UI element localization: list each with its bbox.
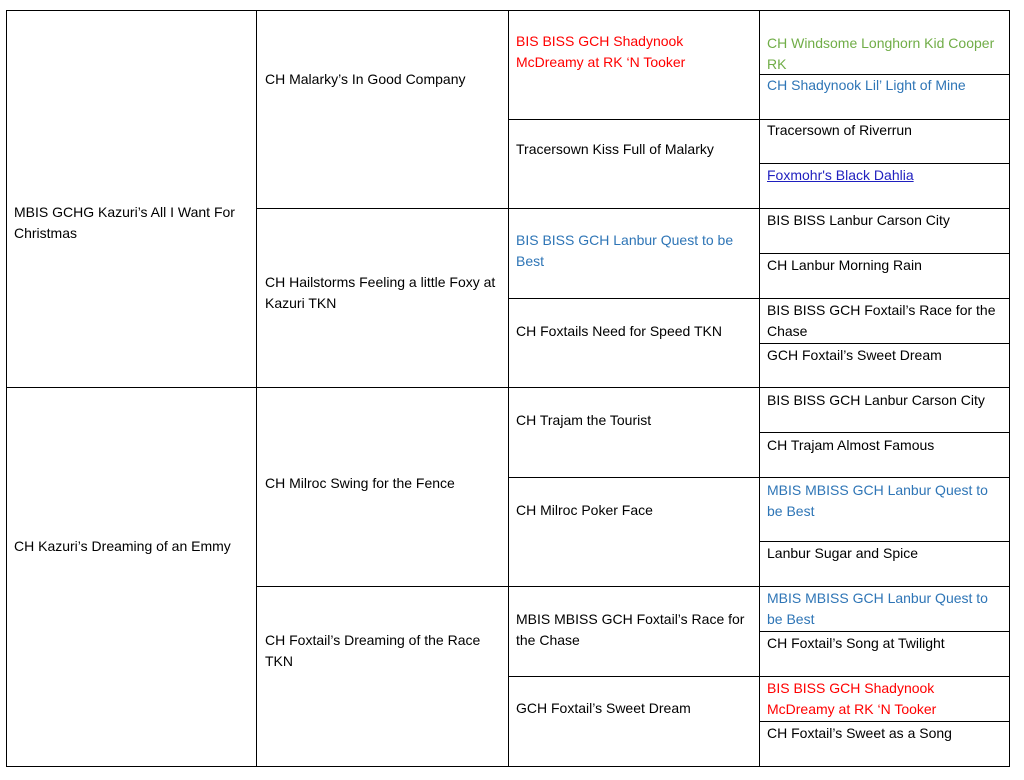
ddd-sire-cell: BIS BISS GCH Shadynook McDreamy at RK ‘N Tooker: [767, 680, 937, 717]
row-divider: [759, 631, 1010, 632]
ds-sire-cell: CH Trajam the Tourist: [516, 412, 652, 428]
sdd-dam-cell: GCH Foxtail’s Sweet Dream: [767, 347, 942, 363]
row-divider: [759, 253, 1010, 254]
row-divider: [256, 586, 1010, 587]
dam-cell: CH Kazuri’s Dreaming of an Emmy: [14, 538, 231, 554]
row-divider: [508, 298, 1010, 299]
dds-sire-cell: MBIS MBISS GCH Lanbur Quest to be Best: [767, 590, 988, 627]
ds-dam-cell: CH Milroc Poker Face: [516, 502, 653, 518]
ssd-sire-cell: Tracersown of Riverrun: [767, 122, 912, 138]
column-divider: [256, 10, 257, 767]
dam-dam-cell: CH Foxtail’s Dreaming of the Race TKN: [265, 632, 481, 669]
dss-sire-cell: BIS BISS GCH Lanbur Carson City: [767, 392, 985, 408]
sds-sire-cell: BIS BISS Lanbur Carson City: [767, 212, 950, 228]
row-divider: [256, 208, 1010, 209]
row-divider: [759, 343, 1010, 344]
row-divider: [508, 477, 1010, 478]
dd-dam-cell: GCH Foxtail’s Sweet Dream: [516, 700, 691, 716]
dss-dam-cell: CH Trajam Almost Famous: [767, 437, 935, 453]
sire-dam-cell: CH Hailstorms Feeling a little Foxy at Kazuri TKN: [265, 274, 496, 311]
sd-sire-cell: BIS BISS GCH Lanbur Quest to be Best: [516, 232, 734, 269]
dd-sire-cell: MBIS MBISS GCH Foxtail’s Race for the Chase: [516, 611, 745, 648]
row-divider: [508, 676, 1010, 677]
row-divider: [759, 163, 1010, 164]
row-divider: [759, 721, 1010, 722]
column-divider: [759, 10, 760, 767]
ss-sire-cell: BIS BISS GCH Shadynook McDreamy at RK ‘N Tooker: [516, 33, 686, 70]
dds-dam-cell: CH Foxtail’s Song at Twilight: [767, 635, 945, 651]
ddd-dam-cell: CH Foxtail’s Sweet as a Song: [767, 725, 952, 741]
column-divider: [508, 10, 509, 767]
dam-sire-cell: CH Milroc Swing for the Fence: [265, 475, 455, 491]
row-divider: [759, 432, 1010, 433]
ss-dam-cell: Tracersown Kiss Full of Malarky: [516, 141, 714, 157]
sds-dam-cell: CH Lanbur Morning Rain: [767, 257, 922, 273]
table-border-right: [1009, 10, 1010, 767]
ssd-dam-link[interactable]: Foxmohr's Black Dahlia: [767, 167, 914, 183]
row-divider: [6, 387, 1010, 388]
sss-sire-cell: CH Windsome Longhorn Kid Cooper RK: [767, 35, 995, 72]
table-border-left: [6, 10, 7, 767]
sire-sire-cell: CH Malarky’s In Good Company: [265, 71, 466, 87]
sd-dam-cell: CH Foxtails Need for Speed TKN: [516, 323, 722, 339]
sire-cell: MBIS GCHG Kazuri’s All I Want For Christmas: [14, 204, 235, 241]
dsd-dam-cell: Lanbur Sugar and Spice: [767, 545, 918, 561]
dsd-sire-cell: MBIS MBISS GCH Lanbur Quest to be Best: [767, 482, 988, 519]
row-divider: [759, 541, 1010, 542]
sdd-sire-cell: BIS BISS GCH Foxtail’s Race for the Chase: [767, 302, 996, 339]
sss-dam-cell: CH Shadynook Lil’ Light of Mine: [767, 77, 966, 93]
